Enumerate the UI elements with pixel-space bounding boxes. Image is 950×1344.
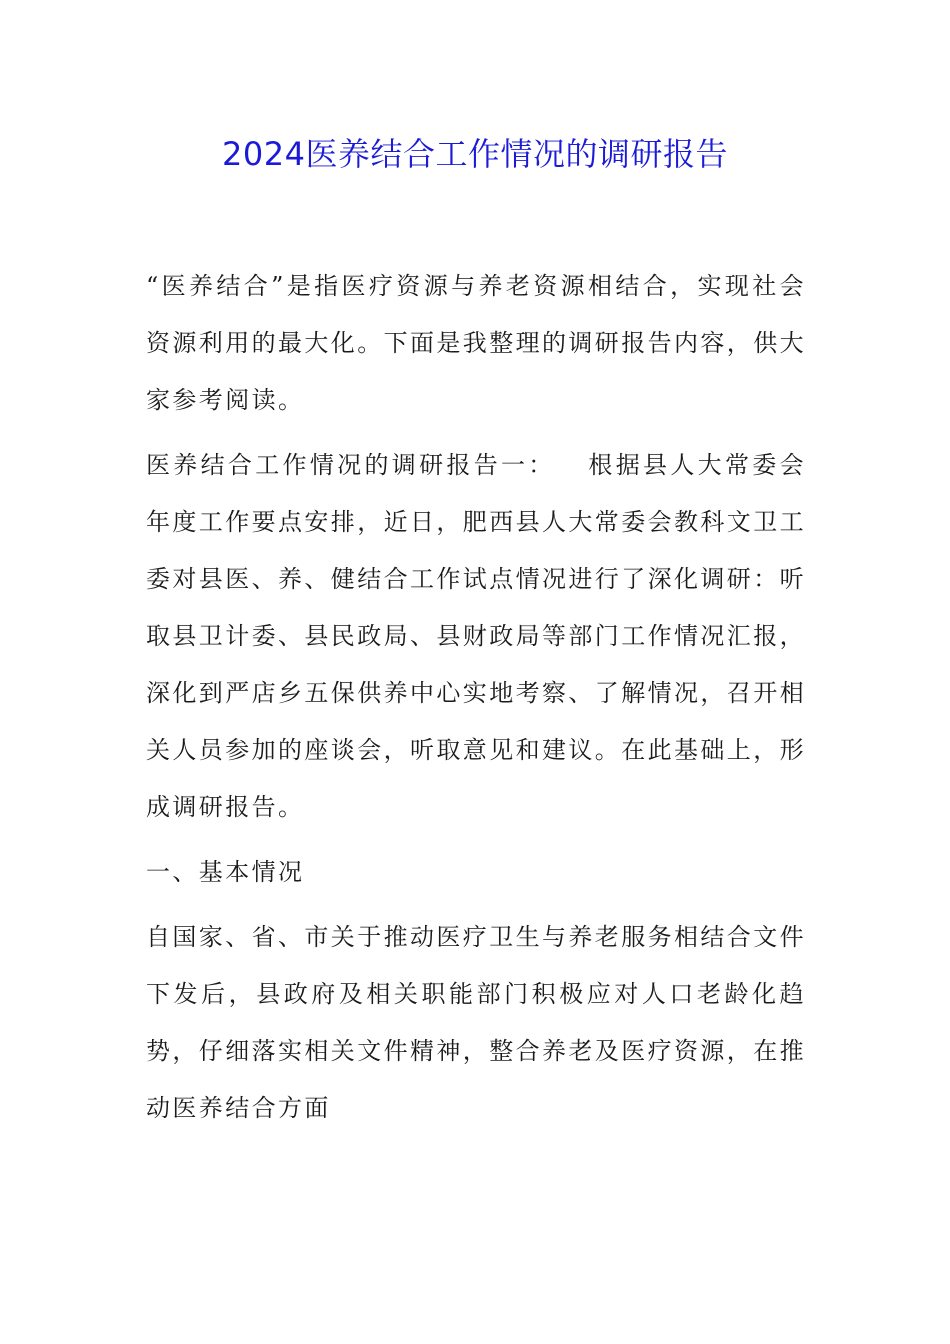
document-body xyxy=(146,258,806,1145)
section-heading-basic-situation: 一、基本情况 xyxy=(146,858,305,886)
paragraph-intro: “医养结合”是指医疗资源与养老资源相结合，实现社会资源利用的最大化。下面是我整理的调研报告内容，供大家参考阅读。 xyxy=(146,272,806,414)
paragraph-basic-situation: 自国家、省、市关于推动医疗卫生与养老服务相结合文件下发后，县政府及相关职能部门积极应对人口老龄化趋势，仔细落实相关文件精神，整合养老及医疗资源，在推动医养结合方面 xyxy=(146,923,806,1122)
paragraph-report-one: 医养结合工作情况的调研报告一： 根据县人大常委会年度工作要点安排，近日，肥西县人大常委会教科文卫工委对县医、养、健结合工作试点情况进行了深化调研：听取县卫计委、县民政局、县财政局等部门工作情况汇报，深化到严店乡五保供养中心实地考察、了解情况，召开相关人员参加的座谈会，听取意见和建议。在此基础上，形成调研报告。 xyxy=(146,451,806,821)
document-title: 2024医养结合工作情况的调研报告 xyxy=(222,135,728,173)
